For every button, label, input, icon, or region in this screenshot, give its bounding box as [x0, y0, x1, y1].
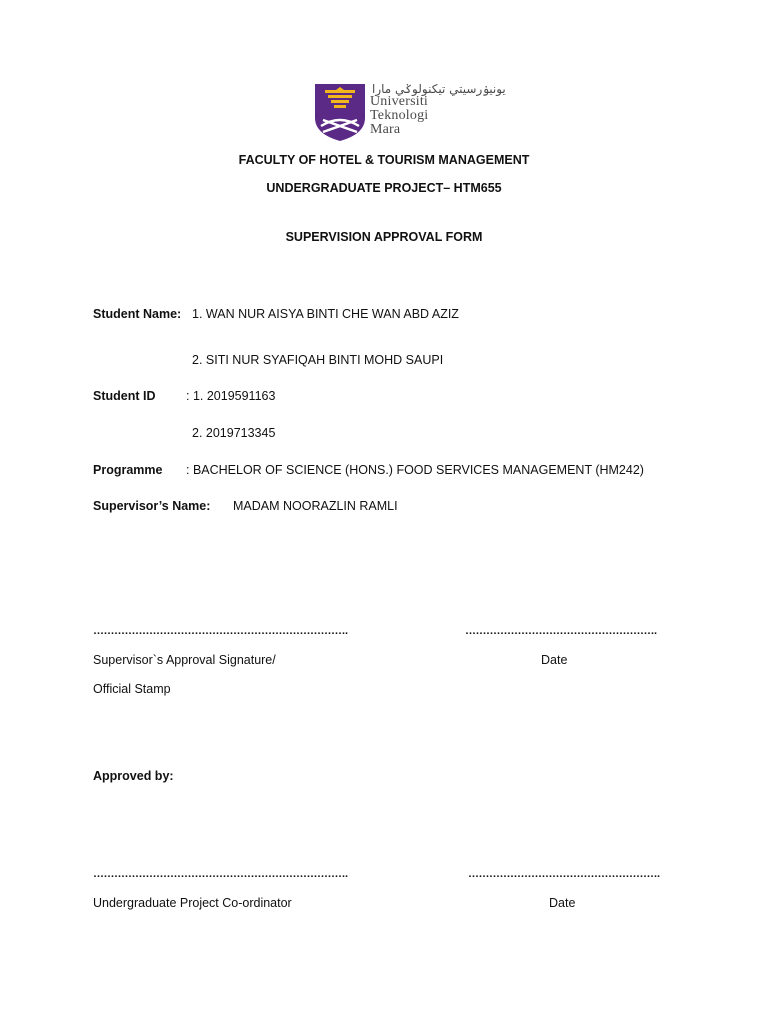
faculty-heading: FACULTY OF HOTEL & TOURISM MANAGEMENT	[238, 153, 530, 167]
project-heading: UNDERGRADUATE PROJECT– HTM655	[266, 181, 502, 195]
logo-arabic-text: يونيۏرسيتي تيكنولوݢي مارا	[372, 82, 506, 96]
supervisor-signature-line: ……………………………………………………………….	[93, 625, 348, 637]
coordinator-signature-line: ……………………………………………………………….	[93, 868, 348, 880]
supervisor-name-label: Supervisor’s Name:	[93, 499, 211, 513]
student-id-1: : 1. 2019591163	[186, 389, 276, 403]
form-title: SUPERVISION APPROVAL FORM	[285, 230, 483, 244]
logo-wordmark	[370, 95, 428, 137]
student-name-2: 2. SITI NUR SYAFIQAH BINTI MOHD SAUPI	[192, 353, 444, 367]
programme-value: : BACHELOR OF SCIENCE (HONS.) FOOD SERVICES MANAGEMENT (HM242)	[186, 463, 644, 477]
logo-line-3: Mara	[370, 122, 401, 137]
supervisor-date-line: ……………………………………………….	[465, 625, 657, 637]
supervisor-signature-label: Supervisor`s Approval Signature/	[93, 653, 276, 667]
student-id-label: Student ID	[93, 389, 156, 403]
coordinator-date-line: ……………………………………………….	[468, 868, 660, 880]
student-name-1: 1. WAN NUR AISYA BINTI CHE WAN ABD AZIZ	[192, 307, 459, 321]
coordinator-label: Undergraduate Project Co-ordinator	[93, 896, 292, 910]
supervisor-name-value: MADAM NOORAZLIN RAMLI	[233, 499, 398, 513]
programme-label: Programme	[93, 463, 163, 477]
student-id-2: 2. 2019713345	[192, 426, 276, 440]
logo-line-2: Teknologi	[370, 108, 429, 123]
official-stamp-label: Official Stamp	[93, 682, 171, 696]
student-name-label: Student Name:	[93, 307, 182, 321]
logo-line-1: Universiti	[370, 94, 428, 109]
supervisor-date-label: Date	[541, 653, 568, 667]
coordinator-date-label: Date	[549, 896, 576, 910]
approved-by-label: Approved by:	[93, 769, 174, 783]
